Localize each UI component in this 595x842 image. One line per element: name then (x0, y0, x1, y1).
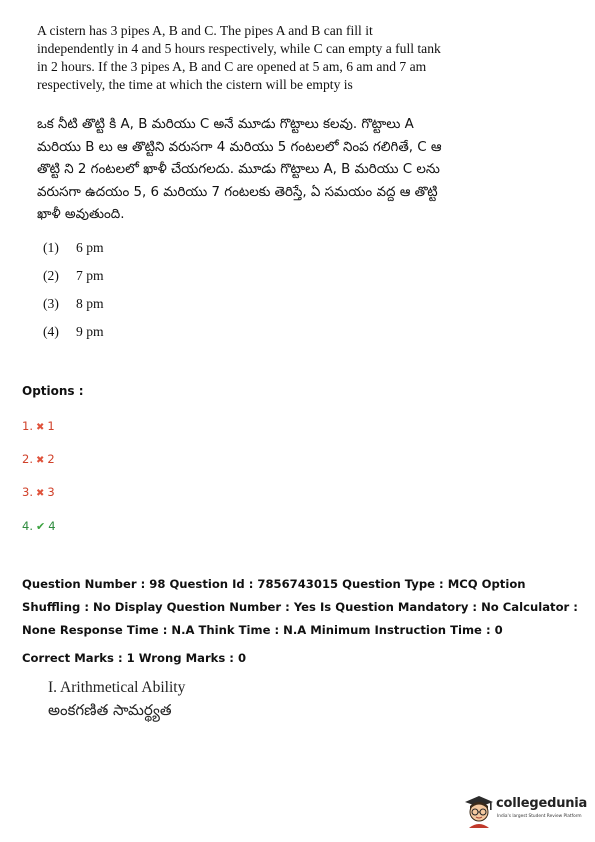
option-2 (22, 452, 55, 466)
option-value: 1 (47, 419, 55, 433)
option-value: 2 (47, 452, 55, 466)
option-1 (22, 419, 55, 433)
check-icon: ✔ (35, 520, 46, 533)
choice-number: (2) (43, 268, 59, 283)
option-value: 3 (47, 485, 55, 499)
option-number: 3. (22, 485, 33, 499)
choice-3 (43, 296, 104, 312)
choice-number: (1) (43, 240, 59, 255)
question-metadata: Question Number : 98 Question Id : 7856743015 Question Type : MCQ Option Shuffling : No Display Question Number : Yes Is Question Mandatory : No Calculator : None Response Time : N.A Think Time : N.A Minimum Instruction Time : 0 (22, 577, 578, 637)
choice-text: 9 pm (76, 324, 104, 339)
choice-2 (43, 268, 104, 284)
collegedunia-logo (463, 794, 588, 828)
question-text-telugu: ఒక నీటి తొట్టి కి A, B మరియు C అనే మూడు గొట్టాలు కలవు. గొట్టాలు A మరియు B లు ఆ తొట్టిని వరుసగా 4 మరియు 5 గంటలలో నింప గలిగితే, C ఆ తొట్టి ని 2 గంటలలో ఖాళీ చేయగలదు. మూడు గొట్టాలు A, B మరియు C లను వరుసగా ఉదయం 5, 6 మరియు 7 గంటలకు తెరిస్తే, ఏ సమయం వద్ద ఆ తొట్టి ఖాళీ అవుతుంది. (37, 117, 442, 222)
option-number: 1. (22, 419, 33, 433)
choice-text: 8 pm (76, 296, 104, 311)
options-heading: Options : (22, 384, 84, 398)
cross-icon: ✖ (35, 488, 45, 499)
choice-4 (43, 324, 104, 340)
choice-text: 6 pm (76, 240, 104, 255)
section-title-english: I. Arithmetical Ability (48, 679, 186, 696)
logo-tagline: India's largest Student Review Platform (497, 814, 582, 819)
question-text-english: A cistern has 3 pipes A, B and C. The pipes A and B can fill it independently in 4 and 5 hours respectively, while C can empty a full tank in 2 hours. If the 3 pipes A, B and C are opened at 5 am, 6 am and 7 am respectively, the time at which the cistern will be empty is (37, 23, 441, 92)
option-number: 4. (22, 519, 33, 533)
cross-icon: ✖ (35, 455, 45, 466)
option-3 (22, 485, 55, 499)
marks-info: Correct Marks : 1 Wrong Marks : 0 (22, 651, 247, 665)
cross-icon: ✖ (35, 422, 45, 433)
option-4 (22, 519, 56, 533)
option-value: 4 (48, 519, 56, 533)
choice-1 (43, 240, 104, 256)
student-mascot-icon (463, 794, 495, 828)
choice-number: (4) (43, 324, 59, 339)
option-number: 2. (22, 452, 33, 466)
choice-text: 7 pm (76, 268, 104, 283)
section-title-telugu: అంకగణిత సామర్థ్యత (48, 701, 172, 719)
logo-wordmark: collegedunia (496, 796, 588, 811)
choice-number: (3) (43, 296, 59, 311)
